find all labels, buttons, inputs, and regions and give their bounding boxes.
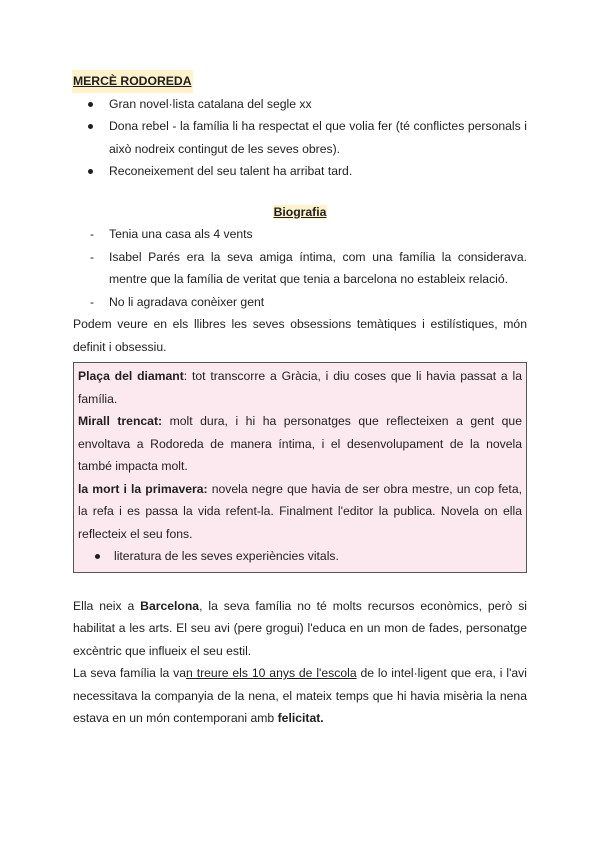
work-entry	[78, 478, 522, 546]
list-item: - No li agradava conèixer gent	[73, 291, 527, 314]
list-item: - Tenia una casa als 4 vents	[73, 223, 527, 246]
document-title: MERCÈ RODOREDA	[73, 70, 527, 93]
work-title: la mort i la primavera:	[78, 481, 208, 496]
work-text: : tot transcorre a Gràcia, i diu coses que li havia passat a la família.	[78, 369, 522, 406]
work-entry	[78, 365, 522, 410]
closing-paragraph-2: La seva família la van treure els 10 anys de l'escola de lo intel·ligent que era, i l'avi necessitava la companyia de la nena, el mateix temps que hi havia misèria la nena estava en un món contemporani amb felicitat.	[73, 666, 527, 725]
work-entry	[78, 410, 522, 478]
list-item: - Isabel Parés era la seva amiga íntima, com una família la considerava. mentre que la família de veritat que tenia a barcelona no estableix relació.	[73, 246, 527, 291]
work-title: Plaça del diamant	[78, 369, 184, 383]
work-text: molt dura, i hi ha personatges que reflecteixen a gent que envoltava a Rodoreda de manera íntima, i el desenvolupament de la novela també impacta molt.	[78, 414, 522, 473]
biography-list	[73, 223, 527, 313]
biography-heading: Biografia	[273, 204, 327, 219]
work-title: Mirall trencat:	[78, 414, 163, 428]
biography-paragraph: Podem veure en els llibres les seves obsessions temàtiques i estilístiques, món definit i obsessiu.	[73, 317, 527, 354]
works-bullet-list	[78, 545, 522, 568]
closing-paragraph-1: Ella neix a Barcelona, la seva família no té molts recursos econòmics, però si habilitat a les arts. El seu avi (pere grogui) l'educa en un mon de fades, personatge excèntric que influeix el seu estil.	[73, 598, 527, 658]
list-item: Gran novel·lista catalana del segle xx	[73, 93, 527, 116]
document-content	[73, 70, 527, 730]
list-item: literatura de les seves experiències vitals.	[78, 545, 522, 568]
works-box	[73, 362, 527, 573]
list-item: Reconeixement del seu talent ha arribat tard.	[73, 160, 527, 183]
work-text: novela negre que havia de ser obra mestre, un cop feta, la refa i es passa la vida refent-la. Finalment l'editor la publica. Novela on ella reflecteix el seu fons.	[78, 481, 522, 541]
list-item: Dona rebel - la família li ha respectat el que volia fer (té conflictes personals i això nodreix contingut de les seves obres).	[73, 115, 527, 160]
intro-bullet-list	[73, 93, 527, 183]
